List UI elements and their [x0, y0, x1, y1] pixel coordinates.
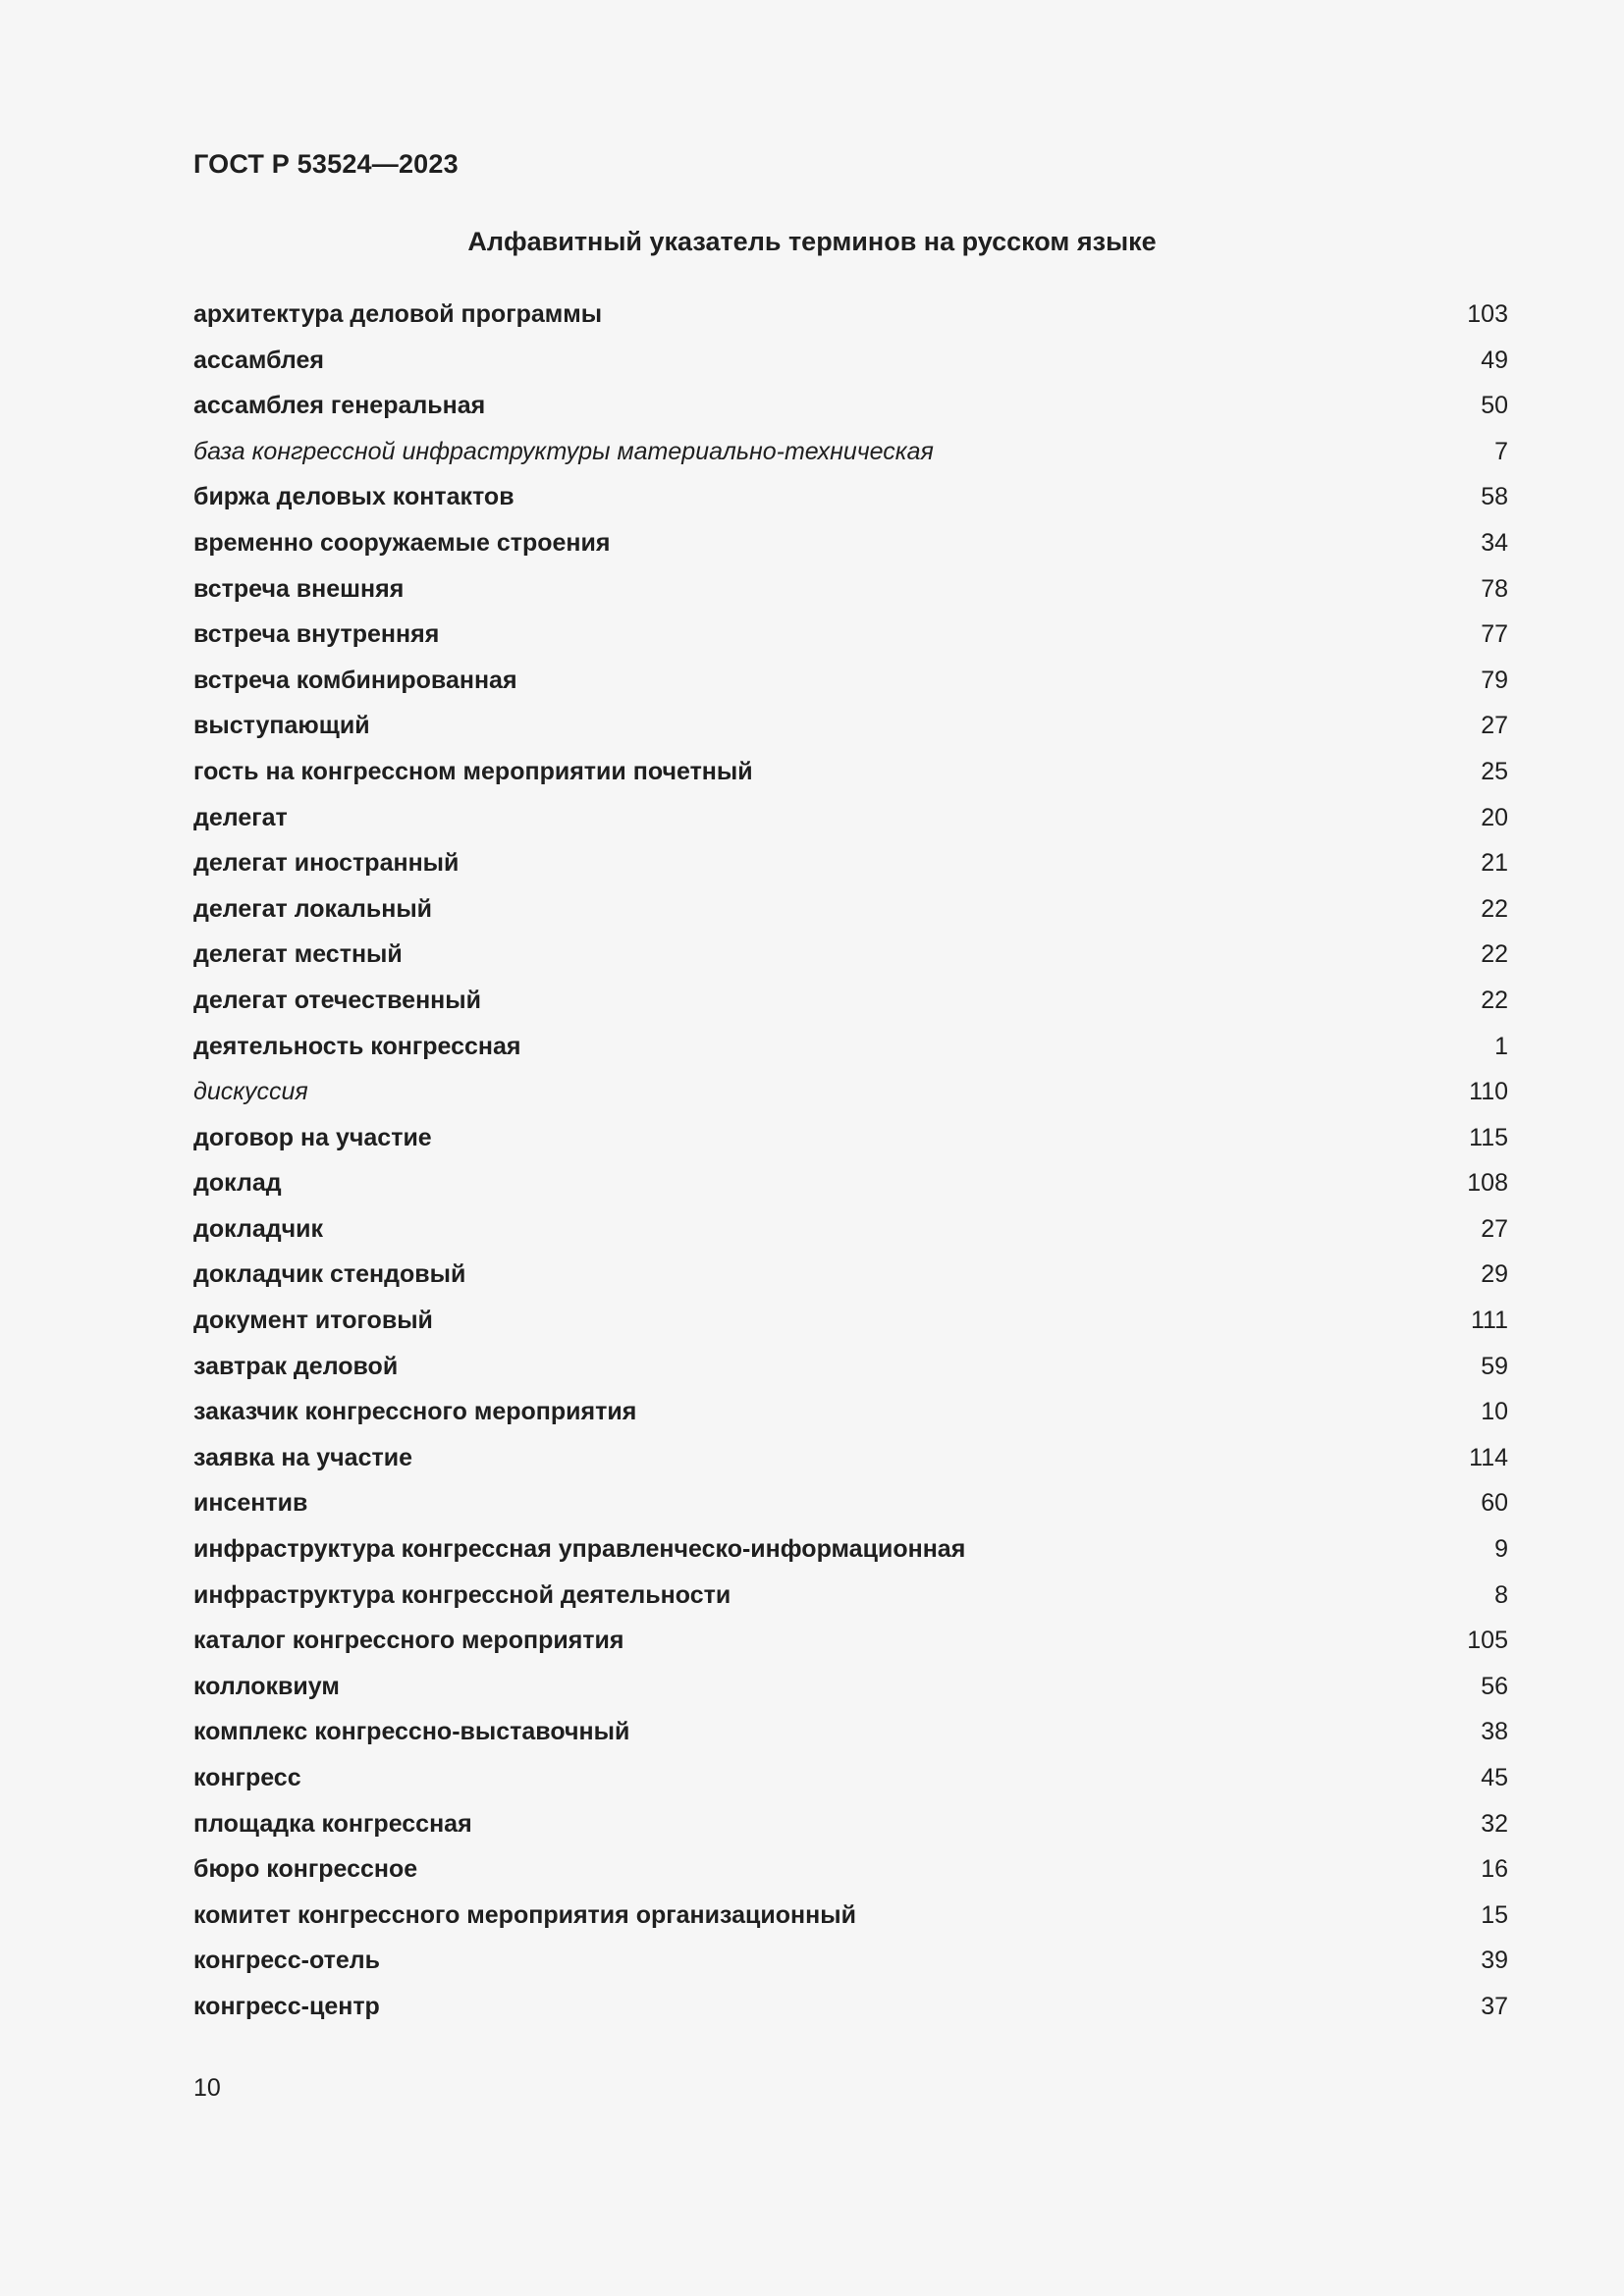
index-reference-number: 10 [1481, 1398, 1508, 1426]
index-entry [193, 1852, 1508, 1898]
index-term: конгресс-центр [193, 1992, 380, 2020]
index-entry [193, 297, 1508, 344]
index-term: инфраструктура конгрессной деятельности [193, 1580, 731, 1609]
index-entry [193, 709, 1508, 755]
index-entry [193, 1441, 1508, 1487]
index-entry [193, 572, 1508, 618]
index-reference-number: 16 [1481, 1855, 1508, 1884]
index-reference-number: 9 [1494, 1535, 1508, 1564]
index-reference-number: 110 [1469, 1078, 1508, 1106]
index-term: бюро конгрессное [193, 1855, 418, 1884]
index-entry [193, 1166, 1508, 1212]
index-reference-number: 115 [1469, 1123, 1508, 1151]
index-entry [193, 1807, 1508, 1853]
page-number: 10 [193, 2074, 221, 2102]
index-term: гость на конгрессном мероприятии почетный [193, 757, 753, 785]
index-reference-number: 78 [1481, 574, 1508, 603]
index-entry [193, 1257, 1508, 1304]
document-code: ГОСТ Р 53524—2023 [193, 149, 459, 179]
index-term: делегат местный [193, 940, 403, 969]
index-entry [193, 664, 1508, 710]
index-term: база конгрессной инфраструктуры материально-техническая [193, 437, 934, 465]
index-entry [193, 1395, 1508, 1441]
index-entry [193, 1715, 1508, 1761]
index-entry [193, 526, 1508, 572]
index-reference-number: 20 [1481, 803, 1508, 831]
index-term: договор на участие [193, 1123, 432, 1151]
index-term: доклад [193, 1169, 282, 1198]
index-reference-number: 22 [1481, 940, 1508, 969]
index-term: заявка на участие [193, 1443, 413, 1471]
index-reference-number: 58 [1481, 483, 1508, 511]
index-entry [193, 1350, 1508, 1396]
index-term: делегат [193, 803, 288, 831]
index-term: комплекс конгрессно-выставочный [193, 1718, 630, 1746]
index-term: временно сооружаемые строения [193, 528, 611, 557]
index-term: коллоквиум [193, 1672, 340, 1700]
index-entry [193, 1578, 1508, 1625]
index-reference-number: 39 [1481, 1947, 1508, 1975]
index-term: комитет конгрессного мероприятия организационный [193, 1900, 856, 1929]
index-entry [193, 846, 1508, 892]
index-reference-number: 60 [1481, 1489, 1508, 1518]
index-reference-number: 8 [1494, 1580, 1508, 1609]
index-entry [193, 984, 1508, 1030]
index-entry [193, 1898, 1508, 1945]
index-term: докладчик [193, 1214, 324, 1243]
index-reference-number: 27 [1481, 712, 1508, 740]
index-term: дискуссия [193, 1078, 308, 1106]
index-term: встреча комбинированная [193, 666, 517, 694]
index-term: инфраструктура конгрессная управленческо-информационная [193, 1535, 966, 1564]
index-reference-number: 22 [1481, 986, 1508, 1014]
index-entry [193, 435, 1508, 481]
index-entry [193, 1486, 1508, 1532]
index-entry [193, 801, 1508, 847]
index-term: конгресс [193, 1764, 301, 1791]
index-entry [193, 755, 1508, 801]
index-reference-number: 77 [1481, 620, 1508, 649]
index-reference-number: 59 [1481, 1352, 1508, 1380]
index-term: делегат локальный [193, 894, 433, 923]
index-reference-number: 56 [1481, 1672, 1508, 1700]
index-term: докладчик стендовый [193, 1260, 466, 1289]
index-entry [193, 1761, 1508, 1807]
index-reference-number: 21 [1481, 849, 1508, 878]
index-term: каталог конгрессного мероприятия [193, 1627, 624, 1655]
index-reference-number: 25 [1481, 757, 1508, 785]
index-term: площадка конгрессная [193, 1809, 472, 1838]
index-term: документ итоговый [193, 1307, 433, 1335]
index-term: биржа деловых контактов [193, 483, 514, 511]
index-term: встреча внутренняя [193, 620, 440, 649]
index-entry [193, 1990, 1508, 2036]
index-entry [193, 1624, 1508, 1670]
term-index-list [193, 297, 1508, 2036]
index-reference-number: 49 [1481, 346, 1508, 374]
index-reference-number: 108 [1467, 1169, 1508, 1198]
index-reference-number: 7 [1494, 437, 1508, 465]
index-reference-number: 1 [1494, 1032, 1508, 1060]
index-entry [193, 1212, 1508, 1258]
index-entry [193, 892, 1508, 938]
index-entry [193, 1075, 1508, 1121]
index-reference-number: 111 [1470, 1307, 1508, 1335]
index-entry [193, 617, 1508, 664]
index-entry [193, 389, 1508, 435]
index-term: встреча внешняя [193, 574, 405, 603]
index-term: заказчик конгрессного мероприятия [193, 1398, 637, 1426]
index-entry [193, 1532, 1508, 1578]
index-entry [193, 1121, 1508, 1167]
index-term: завтрак деловой [193, 1352, 399, 1380]
index-reference-number: 38 [1481, 1718, 1508, 1746]
index-reference-number: 79 [1481, 666, 1508, 694]
index-entry [193, 1030, 1508, 1076]
index-reference-number: 45 [1481, 1764, 1508, 1791]
index-term: делегат отечественный [193, 986, 482, 1014]
index-title: Алфавитный указатель терминов на русском языке [467, 227, 1157, 256]
index-reference-number: 27 [1481, 1214, 1508, 1243]
index-reference-number: 114 [1469, 1443, 1508, 1471]
index-term: конгресс-отель [193, 1947, 380, 1975]
index-term: инсентив [193, 1489, 308, 1518]
index-term: ассамблея [193, 346, 324, 374]
index-entry [193, 344, 1508, 390]
index-term: ассамблея генеральная [193, 392, 486, 420]
index-entry [193, 1670, 1508, 1716]
index-reference-number: 29 [1481, 1260, 1508, 1289]
index-term: деятельность конгрессная [193, 1032, 521, 1060]
index-reference-number: 22 [1481, 894, 1508, 923]
index-entry [193, 480, 1508, 526]
index-term: архитектура деловой программы [193, 300, 603, 328]
index-term: делегат иностранный [193, 849, 460, 878]
index-reference-number: 34 [1481, 528, 1508, 557]
index-reference-number: 32 [1481, 1809, 1508, 1838]
index-entry [193, 937, 1508, 984]
index-reference-number: 105 [1467, 1627, 1508, 1655]
index-entry [193, 1944, 1508, 1990]
index-term: выступающий [193, 712, 370, 740]
index-entry [193, 1304, 1508, 1350]
index-reference-number: 37 [1481, 1992, 1508, 2020]
index-reference-number: 15 [1481, 1900, 1508, 1929]
index-reference-number: 103 [1467, 300, 1508, 328]
index-reference-number: 50 [1481, 392, 1508, 420]
